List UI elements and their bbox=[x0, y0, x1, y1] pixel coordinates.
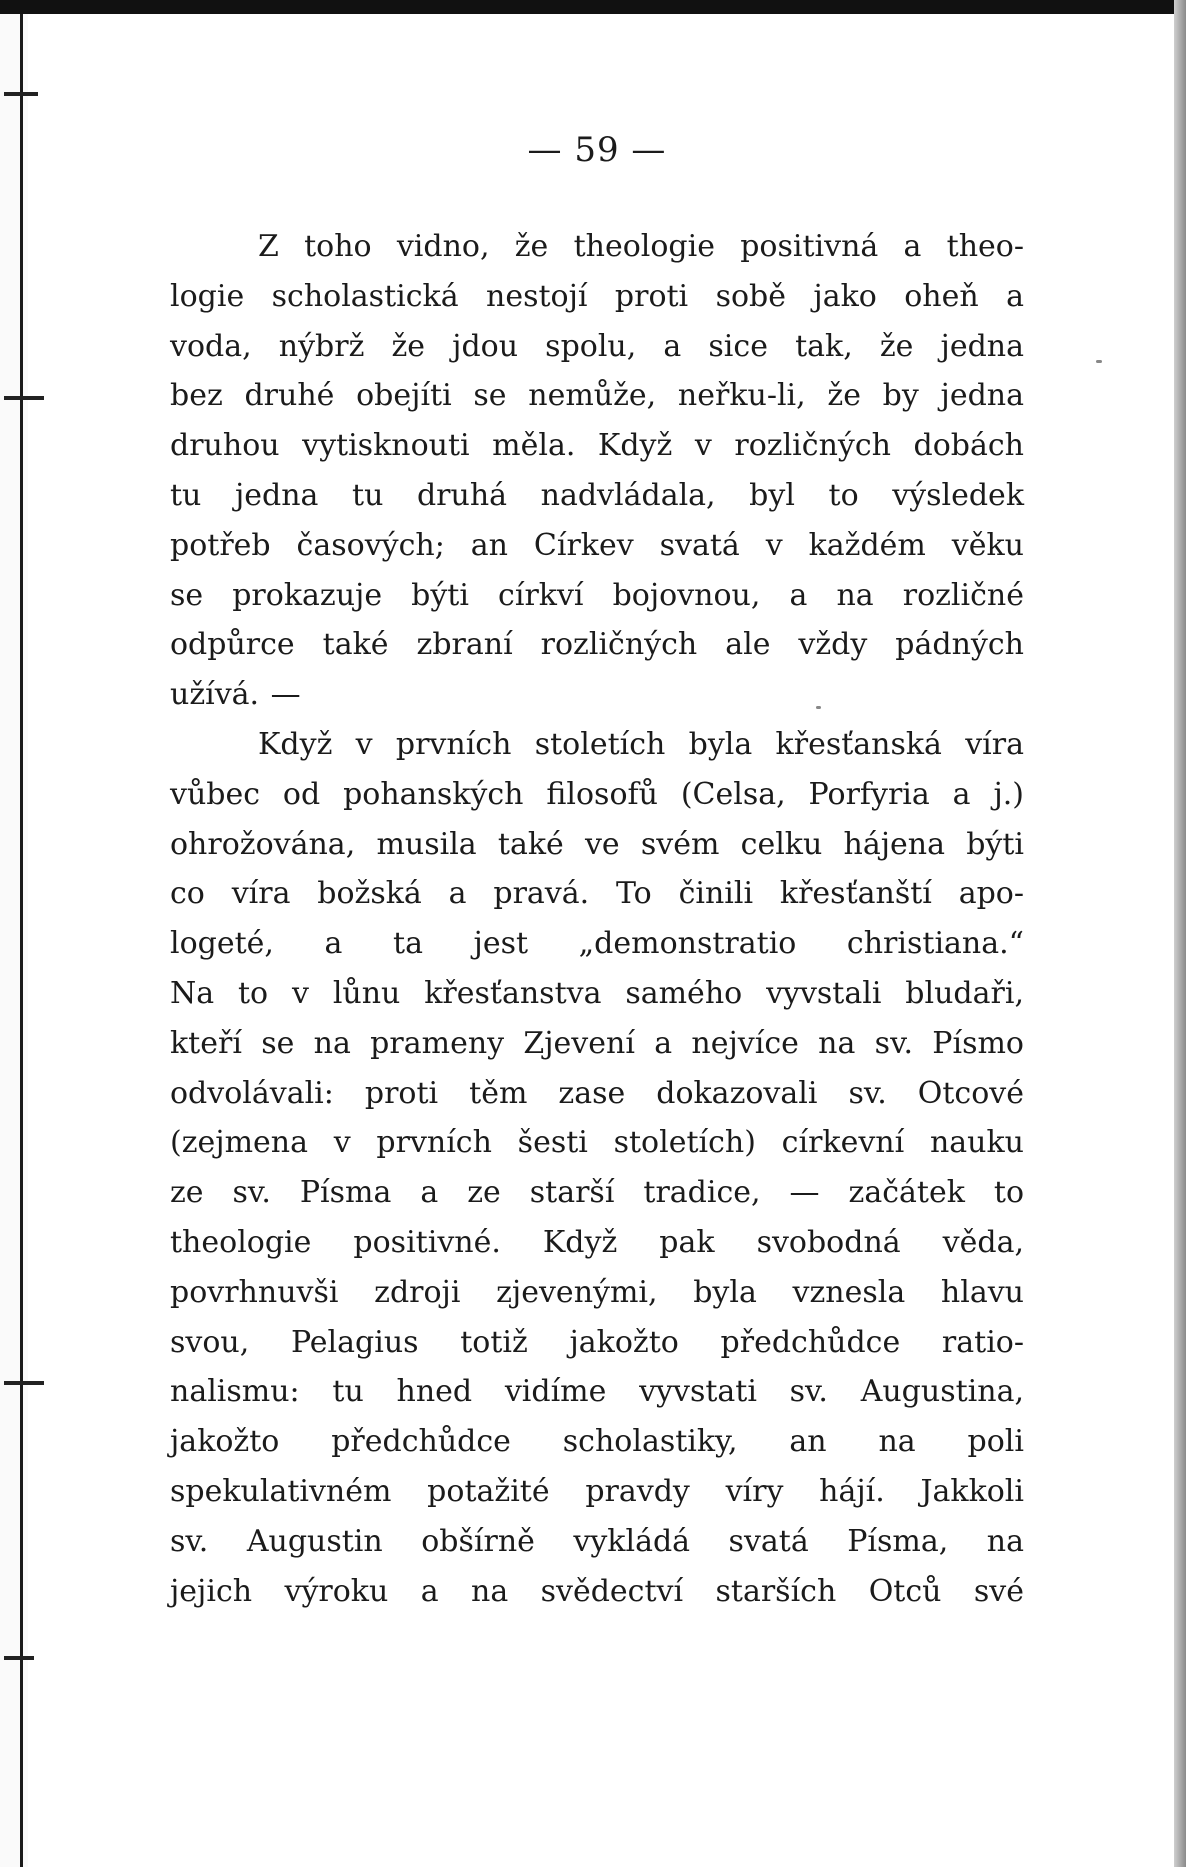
scan-right-edge bbox=[1174, 0, 1186, 1867]
page-body bbox=[170, 130, 1024, 1616]
text-line: druhou vytisknouti měla. Když v rozličných dobách bbox=[170, 428, 1024, 464]
text-line: odvolávali: proti těm zase dokazovali sv. Otcové bbox=[170, 1075, 1024, 1111]
text-line: svou, Pelagius totiž jakožto předchůdce ratio- bbox=[170, 1324, 1024, 1360]
text-line: spekulativném potažité pravdy víry hájí. Jakkoli bbox=[170, 1473, 1024, 1509]
binding-edge-line bbox=[20, 14, 23, 1867]
text-line: sv. Augustin obšírně vykládá svatá Písma, na bbox=[170, 1523, 1024, 1559]
scan-top-border bbox=[0, 0, 1186, 14]
text-line: ohrožována, musila také ve svém celku hájena býti bbox=[170, 826, 1024, 862]
text-line: Když v prvních stoletích byla křesťanská víra bbox=[258, 726, 1024, 762]
paper-speck bbox=[1096, 360, 1102, 363]
binding-mark bbox=[4, 396, 44, 400]
text-line: ze sv. Písma a ze starší tradice, — začátek to bbox=[170, 1175, 1024, 1211]
text-line: (zejmena v prvních šesti stoletích) církevní nauku bbox=[170, 1125, 1024, 1161]
text-line: Na to v lůnu křesťanstva samého vyvstali bludaři, bbox=[170, 975, 1024, 1011]
text-line: odpůrce také zbraní rozličných ale vždy pádných bbox=[170, 627, 1024, 663]
text-line: nalismu: tu hned vidíme vyvstati sv. Augustina, bbox=[170, 1374, 1024, 1410]
text-line: co víra božská a pravá. To činili křesťanští apo- bbox=[170, 876, 1024, 912]
text-line: vůbec od pohanských filosofů (Celsa, Porfyria a j.) bbox=[170, 776, 1024, 812]
binding-mark bbox=[4, 1656, 34, 1660]
paragraph-1 bbox=[170, 222, 1024, 720]
text-line: jakožto předchůdce scholastiky, an na poli bbox=[170, 1424, 1024, 1460]
text-line: jejich výroku a na svědectví starších Otců své bbox=[170, 1573, 1024, 1609]
scan-left-margin bbox=[0, 14, 28, 1867]
text-line: Z toho vidno, že theologie positivná a theo- bbox=[258, 229, 1024, 264]
text-line: potřeb časových; an Církev svatá v každém věku bbox=[170, 527, 1024, 563]
binding-mark bbox=[4, 92, 38, 96]
text-line: užívá. — bbox=[170, 677, 301, 713]
paragraph-2 bbox=[170, 720, 1024, 1616]
text-line: logie scholastická nestojí proti sobě jako oheň a bbox=[170, 278, 1024, 314]
text-line: povrhnuvši zdroji zjevenými, byla vznesla hlavu bbox=[170, 1274, 1024, 1310]
text-line: kteří se na prameny Zjevení a nejvíce na sv. Písmo bbox=[170, 1025, 1024, 1061]
text-line: voda, nýbrž že jdou spolu, a sice tak, že jedna bbox=[170, 328, 1024, 364]
text-line: theologie positivné. Když pak svobodná věda, bbox=[170, 1224, 1024, 1260]
text-line: se prokazuje býti církví bojovnou, a na rozličné bbox=[170, 577, 1024, 613]
page-number: — 59 — bbox=[527, 130, 667, 170]
binding-mark bbox=[4, 1381, 44, 1385]
text-line: logeté, a ta jest „demonstratio christiana.“ bbox=[170, 926, 1024, 962]
text-line: bez druhé obejíti se nemůže, neřku-li, že by jedna bbox=[170, 378, 1024, 414]
text-line: tu jedna tu druhá nadvládala, byl to výsledek bbox=[170, 477, 1024, 513]
